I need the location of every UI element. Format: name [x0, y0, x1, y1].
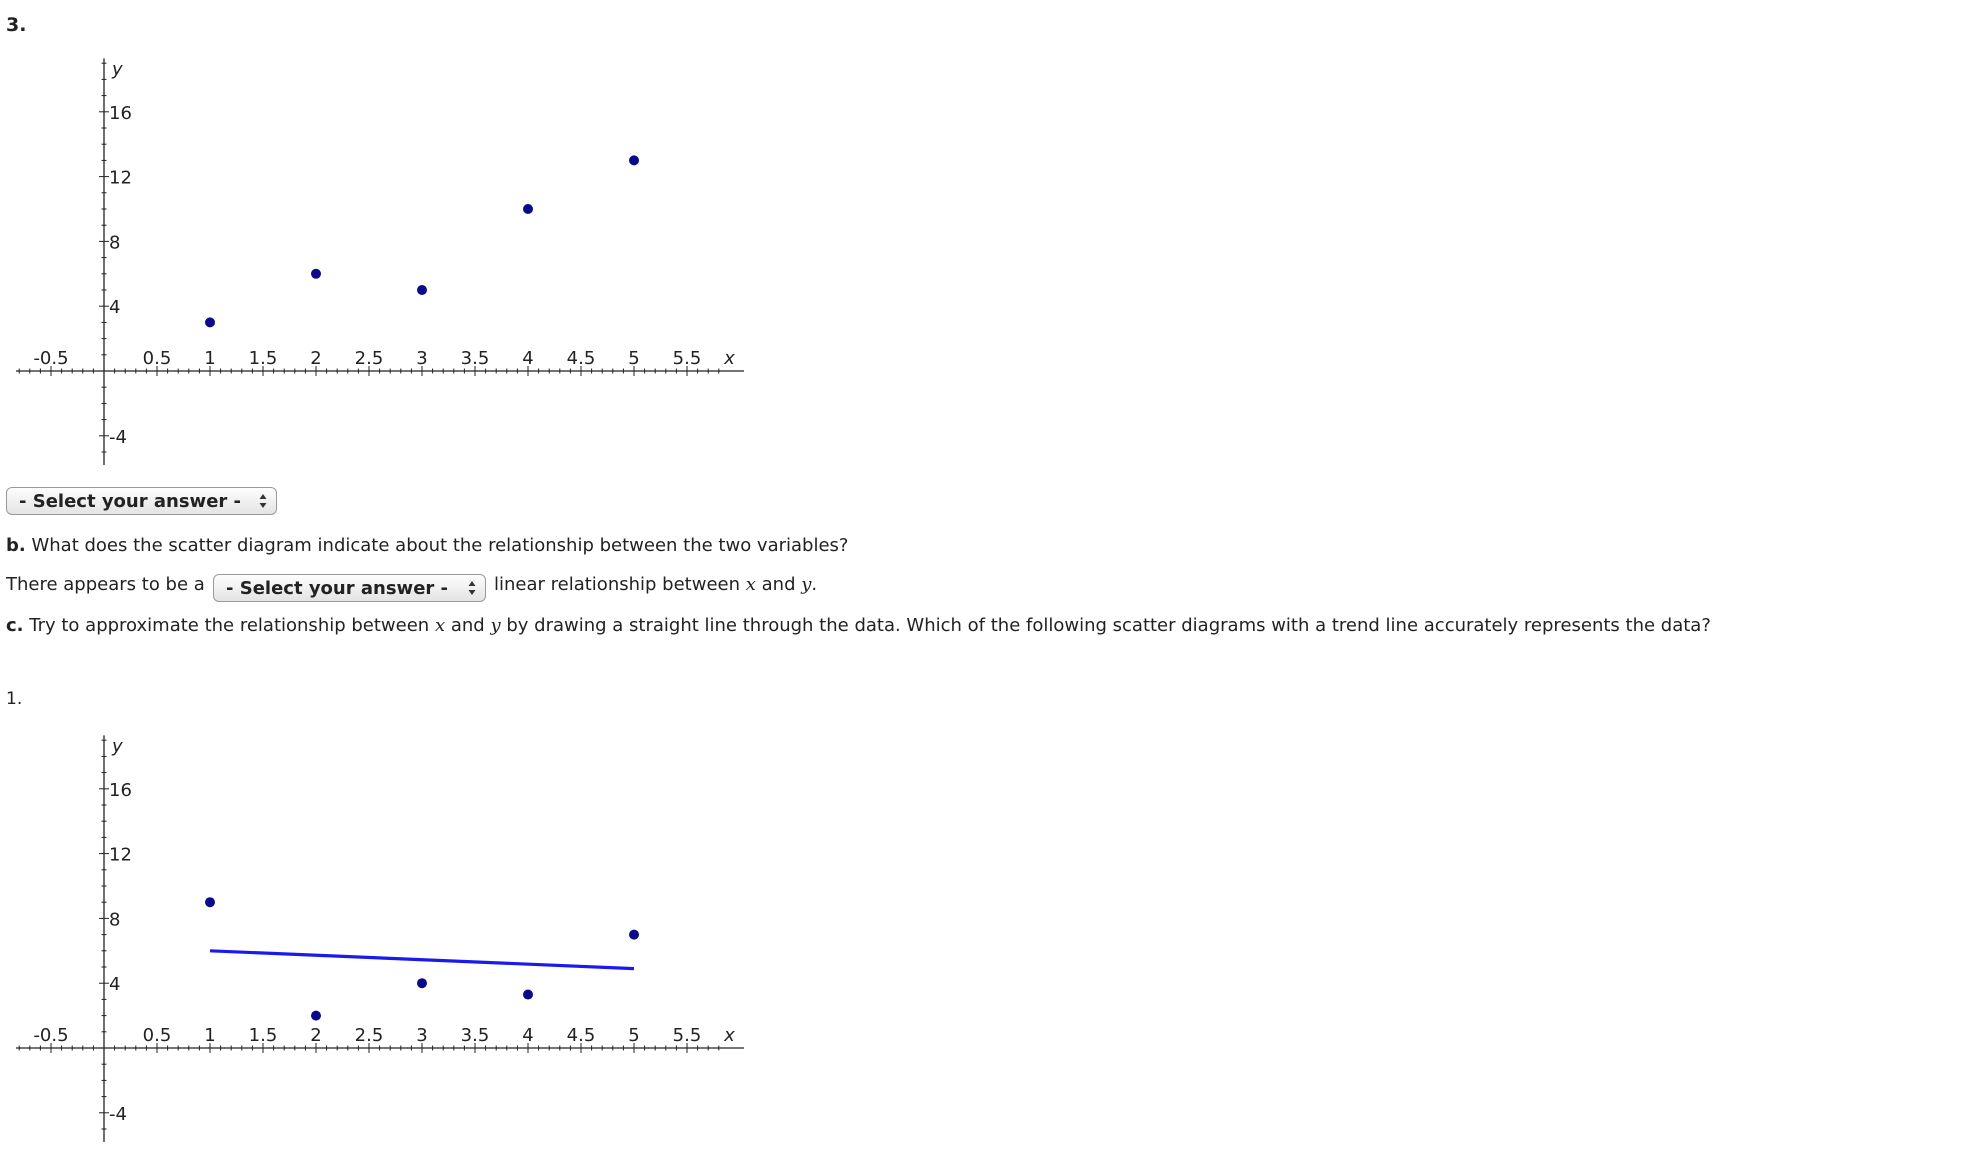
y-tick-label: 16: [109, 102, 132, 124]
chevron-updown-icon: [468, 579, 476, 597]
x-tick-label: 0.5: [142, 348, 172, 369]
data-point: [311, 1011, 321, 1021]
chevron-updown-icon: [259, 492, 267, 510]
part-b-suffix-text: linear relationship between: [494, 574, 740, 595]
part-b-and: and: [761, 574, 796, 595]
x-tick-label: 3: [416, 1025, 428, 1046]
x-tick-label: -0.5: [33, 348, 69, 369]
x-tick-label: 2: [310, 348, 322, 369]
part-b-answer-suffix: [494, 574, 817, 595]
y-tick-label: -4: [109, 426, 127, 448]
var-y: y: [801, 574, 812, 595]
data-point: [629, 155, 639, 165]
part-b-label: b.: [6, 535, 26, 556]
part-c-text-1: Try to approximate the relationship between: [29, 615, 430, 636]
scatter-plot-main: [0, 40, 760, 470]
x-tick-label: 0.5: [142, 1025, 172, 1046]
x-tick-label: 2.5: [354, 1025, 384, 1046]
data-point: [417, 978, 427, 988]
x-tick-label: 5: [628, 348, 640, 369]
x-tick-label: 4: [522, 348, 534, 369]
part-c-text-2: by drawing a straight line through the data. Which of the following scatter diagrams with a trend line accurately represents the data?: [506, 615, 1711, 636]
question-number: 3.: [6, 14, 27, 36]
y-tick-label: 8: [109, 232, 121, 254]
x-tick-label: 1: [204, 1025, 216, 1046]
y-tick-label: -4: [109, 1103, 127, 1125]
x-axis-label: x: [724, 1025, 735, 1046]
data-point: [205, 897, 215, 907]
data-point: [205, 317, 215, 327]
data-point: [417, 285, 427, 295]
answer-select-a[interactable]: [6, 487, 277, 515]
part-c-label: c.: [6, 615, 24, 636]
option-number: 1.: [6, 689, 23, 709]
part-b-text: What does the scatter diagram indicate about the relationship between the two variables?: [31, 535, 849, 556]
x-tick-label: 5.5: [672, 348, 702, 369]
var-x: x: [745, 574, 756, 595]
x-tick-label: 5: [628, 1025, 640, 1046]
part-b-question: [6, 535, 848, 556]
y-axis-label: y: [112, 736, 123, 758]
answer-select-b[interactable]: [213, 574, 486, 602]
x-tick-label: 3: [416, 348, 428, 369]
x-tick-label: 1: [204, 348, 216, 369]
y-tick-label: 12: [109, 844, 132, 866]
part-b-answer-sentence: [6, 574, 205, 595]
var-y: y: [490, 615, 501, 636]
y-tick-label: 4: [109, 297, 121, 319]
data-point: [311, 269, 321, 279]
data-point: [629, 930, 639, 940]
y-tick-label: 8: [109, 909, 121, 931]
answer-select-b-label: - Select your answer -: [226, 578, 449, 599]
scatter-plot-option-1[interactable]: [0, 717, 760, 1147]
var-x: x: [434, 615, 446, 636]
x-tick-label: -0.5: [33, 1025, 69, 1046]
data-point: [523, 204, 533, 214]
y-tick-label: 16: [109, 779, 132, 801]
y-tick-label: 4: [109, 974, 121, 996]
part-c-and: and: [450, 615, 485, 636]
x-tick-label: 1.5: [248, 1025, 278, 1046]
x-tick-label: 4: [522, 1025, 534, 1046]
y-tick-label: 12: [109, 167, 132, 189]
x-tick-label: 4.5: [566, 1025, 596, 1046]
x-tick-label: 5.5: [672, 1025, 702, 1046]
trend-line: [210, 951, 634, 969]
x-tick-label: 2.5: [354, 348, 384, 369]
y-axis-label: y: [112, 59, 123, 81]
x-tick-label: 3.5: [460, 348, 490, 369]
x-axis-label: x: [724, 348, 735, 369]
part-c-question: [6, 615, 1711, 636]
part-b-answer-prefix: There appears to be a: [6, 574, 205, 595]
data-point: [523, 990, 533, 1000]
x-tick-label: 2: [310, 1025, 322, 1046]
x-tick-label: 1.5: [248, 348, 278, 369]
part-b-period: .: [811, 574, 818, 595]
x-tick-label: 3.5: [460, 1025, 490, 1046]
x-tick-label: 4.5: [566, 348, 596, 369]
answer-select-a-label: - Select your answer -: [19, 491, 242, 512]
